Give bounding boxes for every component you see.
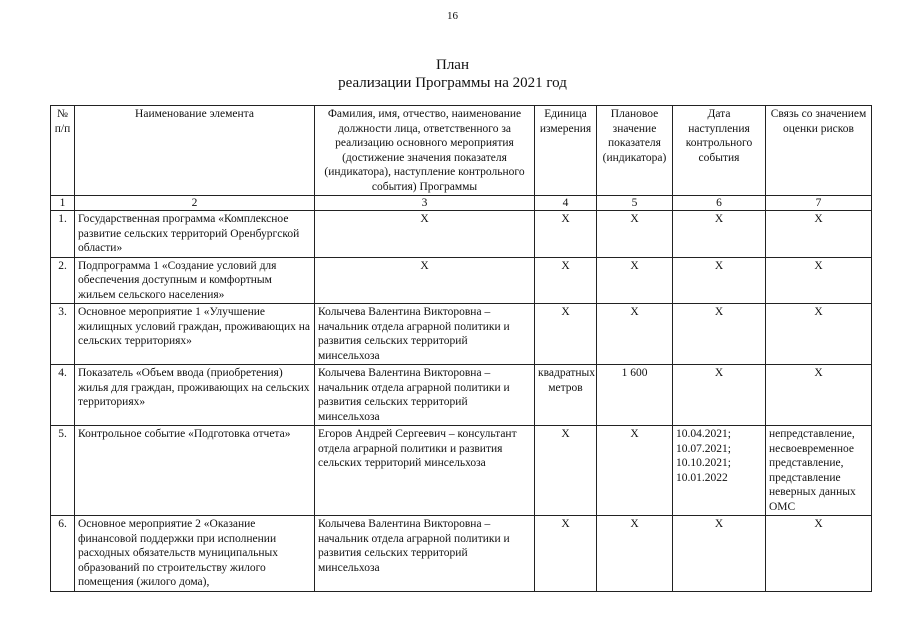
- table-row: [51, 516, 872, 592]
- risk-link: непредставление, несвоевременное представление, представление неверных данных ОМС: [766, 426, 872, 516]
- planned-value: X: [597, 257, 673, 304]
- header-cell: Единица измерения: [535, 106, 597, 196]
- table-row: [51, 365, 872, 426]
- title-line-2: реализации Программы на 2021 год: [338, 75, 567, 91]
- element-name: Государственная программа «Комплексное развитие сельских территорий Оренбургской области»: [75, 211, 315, 258]
- row-number: 2.: [51, 257, 75, 304]
- table-row: [51, 257, 872, 304]
- event-date: X: [673, 304, 766, 365]
- header-cell: № п/п: [51, 106, 75, 196]
- risk-link: X: [766, 257, 872, 304]
- header-cell: Связь со значением оценки рисков: [766, 106, 872, 196]
- element-name: Контрольное событие «Подготовка отчета»: [75, 426, 315, 516]
- row-number: 3.: [51, 304, 75, 365]
- responsible-person: Колычева Валентина Викторовна – начальник отдела аграрной политики и развития сельских территорий минсельхоза: [315, 516, 535, 592]
- unit: X: [535, 516, 597, 592]
- element-name: Подпрограмма 1 «Создание условий для обеспечения доступным и комфортным жильем сельского населения»: [75, 257, 315, 304]
- row-number: 5.: [51, 426, 75, 516]
- document-title: [0, 56, 905, 92]
- unit: квадратных метров: [535, 365, 597, 426]
- event-date: 10.04.2021; 10.07.2021; 10.10.2021; 10.01.2022: [673, 426, 766, 516]
- header-cell: Плановое значение показателя (индикатора): [597, 106, 673, 196]
- column-number: 6: [673, 196, 766, 211]
- element-name: Основное мероприятие 1 «Улучшение жилищных условий граждан, проживающих на сельских территориях»: [75, 304, 315, 365]
- planned-value: 1 600: [597, 365, 673, 426]
- unit: X: [535, 211, 597, 258]
- responsible-person: Егоров Андрей Сергеевич – консультант отдела аграрной политики и развития сельских территорий минсельхоза: [315, 426, 535, 516]
- responsible-person: X: [315, 211, 535, 258]
- risk-link: X: [766, 211, 872, 258]
- event-date: X: [673, 211, 766, 258]
- header-cell: Дата наступления контрольного события: [673, 106, 766, 196]
- planned-value: X: [597, 211, 673, 258]
- column-number: 5: [597, 196, 673, 211]
- risk-link: X: [766, 365, 872, 426]
- unit: X: [535, 257, 597, 304]
- unit: X: [535, 304, 597, 365]
- row-number: 1.: [51, 211, 75, 258]
- risk-link: X: [766, 516, 872, 592]
- column-number: 7: [766, 196, 872, 211]
- header-row: [51, 106, 872, 196]
- plan-table: [50, 105, 872, 592]
- element-name: Показатель «Объем ввода (приобретения) жилья для граждан, проживающих на сельских территориях»: [75, 365, 315, 426]
- planned-value: X: [597, 304, 673, 365]
- unit: X: [535, 426, 597, 516]
- event-date: X: [673, 516, 766, 592]
- element-name: Основное мероприятие 2 «Оказание финансовой поддержки при исполнении расходных обязательств муниципальных образований по строительству жилого помещения (жилого дома),: [75, 516, 315, 592]
- row-number: 6.: [51, 516, 75, 592]
- risk-link: X: [766, 304, 872, 365]
- event-date: X: [673, 257, 766, 304]
- table-row: [51, 426, 872, 516]
- responsible-person: X: [315, 257, 535, 304]
- title-line-1: План: [435, 57, 469, 73]
- table-row: [51, 304, 872, 365]
- responsible-person: Колычева Валентина Викторовна – начальник отдела аграрной политики и развития сельских территорий минсельхоза: [315, 365, 535, 426]
- column-number-row: [51, 196, 872, 211]
- event-date: X: [673, 365, 766, 426]
- column-number: 3: [315, 196, 535, 211]
- column-number: 2: [75, 196, 315, 211]
- table-row: [51, 211, 872, 258]
- column-number: 1: [51, 196, 75, 211]
- row-number: 4.: [51, 365, 75, 426]
- header-cell: Наименование элемента: [75, 106, 315, 196]
- planned-value: X: [597, 426, 673, 516]
- page-number: 16: [447, 10, 458, 22]
- planned-value: X: [597, 516, 673, 592]
- column-number: 4: [535, 196, 597, 211]
- header-cell: Фамилия, имя, отчество, наименование должности лица, ответственного за реализацию основного мероприятия (достижение значения показателя (индикатора), наступление контрольного события) Программы: [315, 106, 535, 196]
- responsible-person: Колычева Валентина Викторовна – начальник отдела аграрной политики и развития сельских территорий минсельхоза: [315, 304, 535, 365]
